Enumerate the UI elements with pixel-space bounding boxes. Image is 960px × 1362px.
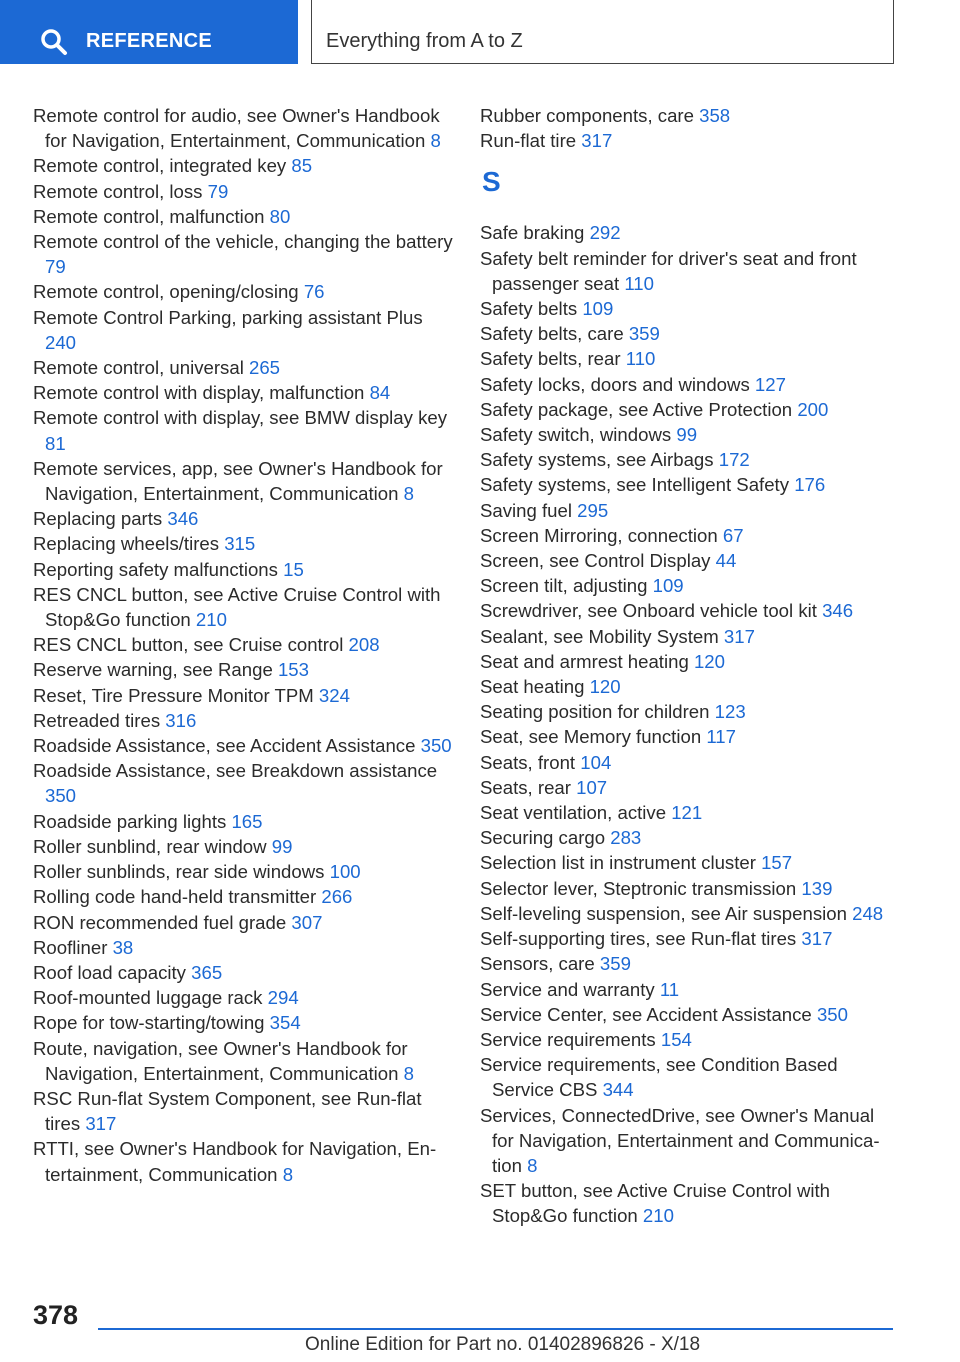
page-reference-link[interactable]: 157 [761,852,793,874]
page-reference-link[interactable]: 317 [581,130,613,152]
page-reference-link[interactable]: 315 [224,533,256,555]
index-entry-text: Seats, rear [480,776,571,798]
page-reference-link[interactable]: 344 [602,1079,634,1101]
index-entry [480,1027,900,1052]
page-reference-link[interactable]: 11 [659,978,680,1000]
page-reference-link[interactable]: 80 [269,205,291,227]
index-entry-text: Reporting safety malfunctions [33,558,278,580]
index-entry [33,531,453,556]
index-entry [480,649,900,674]
index-entry [480,674,900,699]
index-entry [480,775,900,800]
index-entry-text: RON recommended fuel grade [33,911,287,933]
index-entry-text: Remote control for audio, see Owner's Handbook for Navigation, Entertainment, Communication [33,105,440,152]
index-entry [480,246,900,296]
page-reference-link[interactable]: 8 [403,483,414,505]
index-entry [480,825,900,850]
index-entry [480,624,900,649]
page-reference-link[interactable]: 79 [45,256,66,278]
index-entry-text: RTTI, see Owner's Handbook for Navigation, Entertainment, Communication [33,1138,437,1185]
index-entry [33,279,453,304]
page-reference-link[interactable]: 76 [303,281,325,303]
index-entry [480,573,900,598]
page-reference-link[interactable]: 317 [723,625,755,647]
index-entry [33,985,453,1010]
page-reference-link[interactable]: 358 [699,105,731,126]
page-reference-link[interactable]: 100 [329,861,361,883]
page-reference-link[interactable]: 350 [420,735,452,757]
page-reference-link[interactable]: 153 [277,659,309,681]
index-entry [33,582,453,632]
index-entry [33,884,453,909]
index-entry-text: Screen Mirroring, connection [480,524,718,546]
index-entry-text: Seat, see Memory function [480,726,702,748]
index-entry [33,859,453,884]
index-entry [33,708,453,733]
page-reference-link[interactable]: 109 [582,298,614,320]
section-tab-label: REFERENCE [86,30,213,52]
index-entry [33,229,453,279]
index-entry [33,557,453,582]
index-entry [33,1010,453,1035]
index-entry-text: Rubber components, care [480,105,694,126]
page-reference-link[interactable]: 317 [85,1113,117,1135]
index-entry-text: Remote control, universal [33,357,244,379]
index-entry-text: Roof load capacity [33,961,186,983]
index-entry-text: Remote control, integrated key [33,155,287,177]
page-reference-link[interactable]: 99 [271,835,293,857]
index-entry [33,1136,453,1186]
index-entry-text: Safety belts, rear [480,348,621,370]
page-reference-link[interactable]: 110 [624,272,654,294]
page-reference-link[interactable]: 266 [321,886,353,908]
index-entry-text: Service requirements, see Condition Based Service CBS [480,1054,838,1101]
page-reference-link[interactable]: 210 [642,1205,674,1227]
index-entry-text: Remote Control Parking, parking assistant Plus [33,306,423,328]
index-entry-text: Sensors, care [480,953,595,975]
page-reference-link[interactable]: 317 [801,928,833,950]
index-entry [33,910,453,935]
page-reference-link[interactable]: 294 [267,987,299,1009]
index-entry-text: Seat ventilation, active [480,802,667,824]
index-entry-text: Roadside Assistance, see Accident Assistance [33,735,416,757]
index-entry-text: Screen, see Control Display [480,550,711,572]
index-entry-text: Safety systems, see Airbags [480,449,714,471]
page-reference-link[interactable]: 240 [45,331,77,353]
page-reference-link[interactable]: 295 [577,499,609,521]
index-entry [33,758,453,808]
index-entry-text: Remote control, opening/closing [33,281,299,303]
index-entry-text: Screen tilt, adjusting [480,575,648,597]
page-reference-link[interactable]: 84 [369,382,391,404]
page-reference-link[interactable]: 210 [195,609,227,631]
index-entry-text: Self-leveling suspension, see Air suspension [480,902,847,924]
page-reference-link[interactable]: 208 [348,634,380,656]
page-reference-link[interactable]: 324 [318,684,350,706]
index-entry-text: Seating position for children [480,701,710,723]
index-entry-text: Roofliner [33,936,108,958]
page-reference-link[interactable]: 123 [714,701,746,723]
index-entry [480,548,900,573]
page-reference-link[interactable]: 365 [191,961,223,983]
page-reference-link[interactable]: 8 [527,1154,538,1176]
index-entry [480,372,900,397]
page-reference-link[interactable]: 79 [207,180,229,202]
index-entry [480,296,900,321]
index-entry-text: Self-supporting tires, see Run-flat tires [480,928,797,950]
index-entry-text: Run-flat tire [480,130,577,152]
index-entry-text: RES CNCL button, see Cruise control [33,634,344,656]
index-entry [33,305,453,355]
page-reference-link[interactable]: 38 [112,936,134,958]
index-entry [480,724,900,749]
footer-divider [98,1328,893,1330]
index-entry-text: Saving fuel [480,499,572,521]
index-entry-text: Remote control with display, see BMW display key [33,407,448,429]
index-entry [480,1103,900,1179]
section-tab [0,0,298,64]
index-entry [33,834,453,859]
index-entry-text: Safety systems, see Intelligent Safety [480,474,790,496]
page-reference-link[interactable]: 176 [794,474,826,496]
page-reference-link[interactable]: 292 [589,222,621,244]
index-entry-text: Roller sunblinds, rear side windows [33,861,325,883]
index-entry-text: Rolling code hand-held transmitter [33,886,317,908]
page-reference-link[interactable]: 67 [722,524,744,546]
index-entry [480,750,900,775]
page-reference-link[interactable]: 117 [706,726,736,748]
index-entry [480,1052,900,1102]
search-icon [40,28,68,56]
index-entry [480,850,900,875]
index-entry-text: Safety belts, care [480,323,624,345]
index-entry [33,103,453,153]
index-entry [480,901,900,926]
index-entry-text: Remote control with display, malfunction [33,382,365,404]
index-entry [480,397,900,422]
index-entry-text: Safety belts [480,298,578,320]
page-reference-link[interactable]: 172 [718,449,750,471]
index-entry-text: Service Center, see Accident Assistance [480,1003,812,1025]
index-entry [33,960,453,985]
index-entry [480,1178,900,1228]
index-entry-text: Remote control, malfunction [33,205,265,227]
index-entry [480,951,900,976]
page-reference-link[interactable]: 359 [628,323,660,345]
index-entry-text: Replacing wheels/tires [33,533,220,555]
index-entry-text: Safety locks, doors and windows [480,373,750,395]
index-entry [33,405,453,455]
index-entry [480,103,900,128]
index-entry-text: Securing cargo [480,827,606,849]
index-entry-text: Screwdriver, see Onboard vehicle tool kit [480,600,817,622]
page-reference-link[interactable]: 8 [282,1163,294,1185]
page-reference-link[interactable]: 104 [580,751,612,773]
index-entry [33,179,453,204]
index-entry-text: Service requirements [480,1028,656,1050]
page-number: 378 [33,1300,79,1330]
index-entry-text: Service and warranty [480,978,655,1000]
page-reference-link[interactable]: 316 [165,709,197,731]
page-reference-link[interactable]: 350 [816,1003,848,1025]
letter-heading: S [482,166,501,198]
index-entry-text: RSC Run-flat System Component, see Run-flat tires [33,1087,422,1135]
edition-text: Online Edition for Part no. 01402896826 - X/18 [305,1334,701,1355]
page-reference-link[interactable]: 346 [167,508,199,530]
index-entry-text: Safety belt reminder for driver's seat and front passenger seat [480,247,857,294]
index-entry [480,447,900,472]
page-reference-link[interactable]: 8 [403,1062,414,1084]
page-reference-link[interactable]: 110 [625,348,656,370]
index-entry [33,809,453,834]
page-reference-link[interactable]: 354 [269,1012,301,1034]
index-entry [480,1002,900,1027]
index-entry [480,598,900,623]
page-reference-link[interactable]: 44 [715,550,737,572]
index-entry-text: Sealant, see Mobility System [480,625,719,647]
index-column-right [480,103,900,1229]
index-entry [480,220,900,245]
index-entry [33,506,453,531]
index-entry [480,523,900,548]
index-entry-text: Seat heating [480,676,585,698]
index-entry-text: Reserve warning, see Range [33,659,273,681]
index-entry [33,935,453,960]
page-reference-link[interactable]: 81 [45,432,66,454]
index-entry [480,498,900,523]
page-reference-link[interactable]: 165 [231,810,263,832]
page-reference-link[interactable]: 248 [852,902,884,924]
index-entry-text: Safety package, see Active Protection [480,398,793,420]
page-reference-link[interactable]: 154 [660,1028,692,1050]
index-entry [33,657,453,682]
index-entry-text: RES CNCL button, see Active Cruise Control with Stop&Go function [33,583,441,631]
index-entry [480,699,900,724]
index-entry [33,355,453,380]
page-reference-link[interactable]: 85 [291,155,313,177]
page-reference-link[interactable]: 139 [801,877,833,899]
index-entry-text: Roller sunblind, rear window [33,835,267,857]
index-entry [480,472,900,497]
index-entry [480,128,900,153]
index-entry [33,1086,453,1136]
index-entry-text: Route, navigation, see Owner's Handbook for Navigation, Entertainment, Communication [33,1037,408,1084]
page-reference-link[interactable]: 350 [45,785,77,807]
page-reference-link[interactable]: 120 [693,650,725,672]
index-column-left [33,103,453,1187]
page-reference-link[interactable]: 107 [576,776,608,798]
page-reference-link[interactable]: 99 [676,424,698,446]
index-entry [480,321,900,346]
index-entry [33,1036,453,1086]
page-reference-link[interactable]: 200 [797,398,829,420]
index-entry [33,733,453,758]
page-reference-link[interactable]: 346 [822,600,854,622]
index-entry [480,422,900,447]
index-entry-text: Seats, front [480,751,576,773]
page-reference-link[interactable]: 15 [283,558,304,580]
index-entry [480,926,900,951]
index-entry-text: Reset, Tire Pressure Monitor TPM [33,684,314,706]
index-entry-text: Roof-mounted luggage rack [33,987,263,1009]
index-entry [33,683,453,708]
page-reference-link[interactable]: 127 [754,373,786,395]
page-header [0,0,960,66]
index-entry [33,153,453,178]
index-entry [33,632,453,657]
index-entry-text: Remote control of the vehicle, changing the battery [33,231,453,253]
index-entry-text: Selection list in instrument cluster [480,852,756,874]
index-entry [33,456,453,506]
index-entry-text: Roadside Assistance, see Breakdown assistance [33,760,438,782]
page-reference-link[interactable]: 283 [610,827,642,849]
index-entry-text: Selector lever, Steptronic transmission [480,877,797,899]
index-entry-text: Remote services, app, see Owner's Handbook for Navigation, Entertainment, Communication [33,457,443,505]
page-reference-link[interactable]: 8 [430,130,441,152]
index-entry-text: Remote control, loss [33,180,203,202]
index-entry-text: Rope for tow-starting/towing [33,1012,265,1034]
index-entry-text: SET button, see Active Cruise Control with Stop&Go function [480,1180,831,1227]
index-entry-text: Safety switch, windows [480,424,672,446]
index-entry [480,876,900,901]
index-entry-text: Retreaded tires [33,709,161,731]
index-entry [480,800,900,825]
section-title-box [311,0,894,64]
index-entry-text: Replacing parts [33,508,163,530]
index-entry [33,380,453,405]
page-reference-link[interactable]: 109 [652,575,684,597]
section-title: Everything from A to Z [326,30,523,52]
page-reference-link[interactable]: 359 [599,953,631,975]
index-entry-text: Seat and armrest heating [480,650,689,672]
page-reference-link[interactable]: 121 [671,802,703,824]
index-entry [480,977,900,1002]
page-reference-link[interactable]: 307 [291,911,323,933]
page-reference-link[interactable]: 265 [249,357,281,379]
index-entry-text: Services, ConnectedDrive, see Owner's Manual for Navigation, Entertainment and Communication [480,1104,880,1176]
index-entry [33,204,453,229]
page-reference-link[interactable]: 120 [589,676,621,698]
index-entry [480,346,900,371]
index-entry-text: Safe braking [480,222,585,244]
index-entry-text: Roadside parking lights [33,810,227,832]
